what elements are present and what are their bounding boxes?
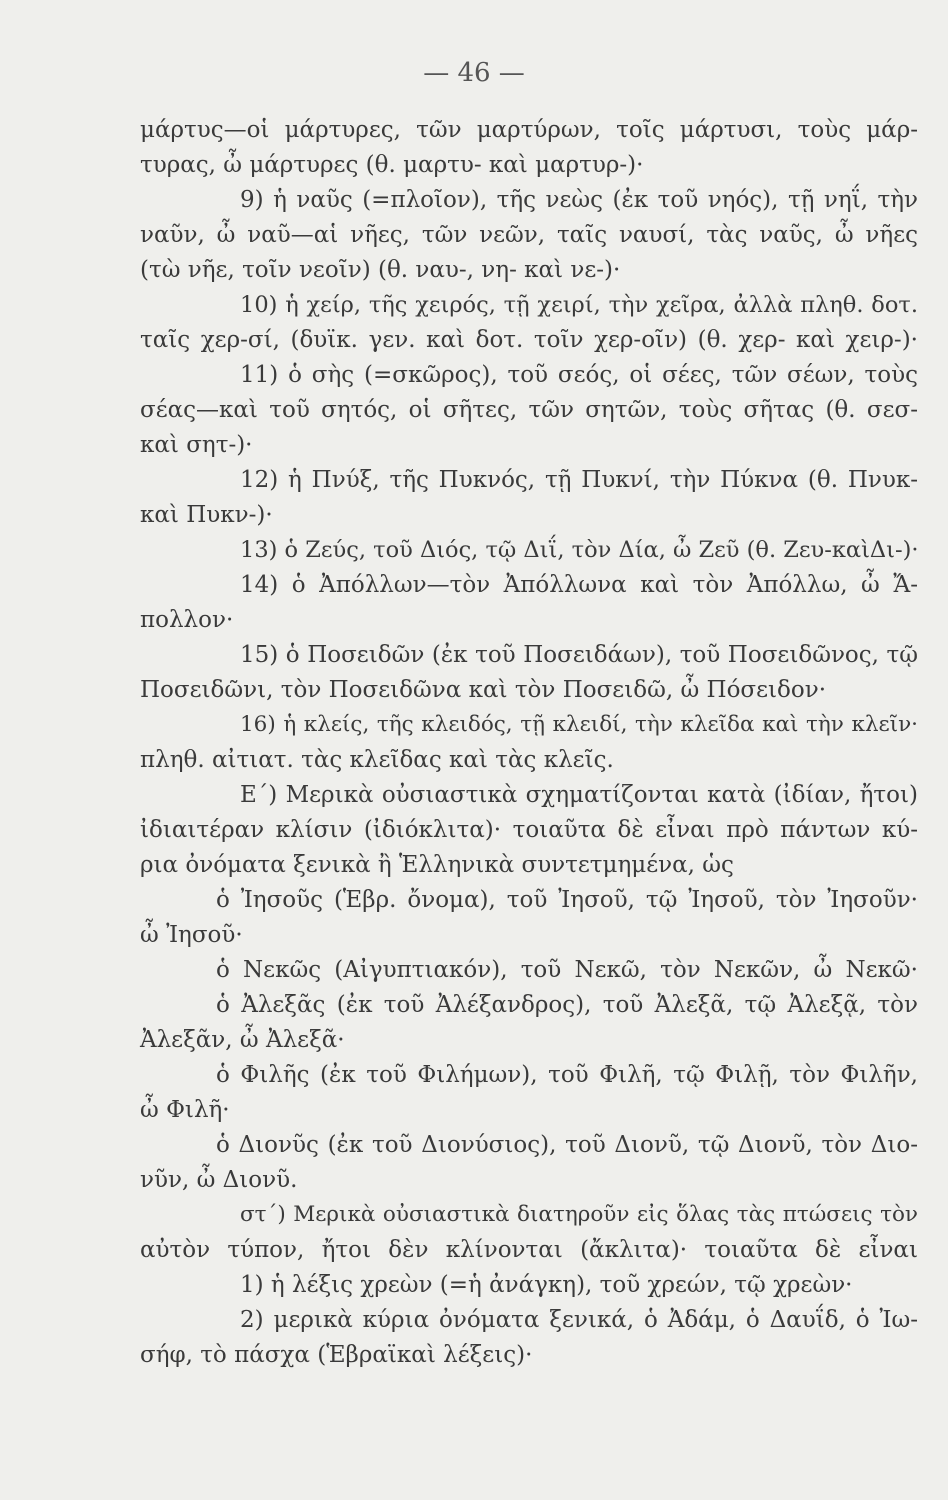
text-line: 9) ἡ ναῦς (=πλοῖον), τῆς νεὼς (ἐκ τοῦ νηός), τῇ νηΐ, τὴν (240, 187, 918, 213)
text-line: καὶ σητ-)· (140, 432, 253, 458)
text-line: 15) ὁ Ποσειδῶν (ἐκ τοῦ Ποσειδάων), τοῦ Ποσειδῶνος, τῷ (240, 642, 918, 668)
text-line: σήφ, τὸ πάσχα (Ἑβραϊκαὶ λέξεις)· (140, 1342, 533, 1368)
text-line: ὁ Νεκῶς (Αἰγυπτιακόν), τοῦ Νεκῶ, τὸν Νεκῶν, ὦ Νεκῶ· (216, 957, 918, 983)
text-line: Ἀλεξᾶν, ὦ Ἀλεξᾶ· (140, 1027, 345, 1053)
text-line: 16) ἡ κλείς, τῆς κλειδός, τῇ κλειδί, τὴν κλεῖδα καὶ τὴν κλεῖν· (240, 712, 918, 737)
text-line: πληθ. αἰτιατ. τὰς κλεῖδας καὶ τὰς κλεῖς. (140, 747, 614, 773)
text-line: ὁ Ἀλεξᾶς (ἐκ τοῦ Ἀλέξανδρος), τοῦ Ἀλεξᾶ, τῷ Ἀλεξᾷ, τὸν (216, 992, 918, 1018)
text-line: ὦ Ἰησοῦ· (140, 922, 243, 948)
text-line: καὶ Πυκν-)· (140, 502, 273, 528)
text-line: ταῖς χερ-σί, (δυϊκ. γεν. καὶ δοτ. τοῖν χερ-οῖν) (θ. χερ- καὶ χειρ-)· (140, 327, 918, 353)
text-line: νῦν, ὦ Διονῦ. (140, 1167, 298, 1193)
text-line: 13) ὁ Ζεύς, τοῦ Διός, τῷ Διΐ, τὸν Δία, ὦ Ζεῦ (θ. Ζευ-καὶΔι-)· (240, 537, 919, 563)
text-line: αὐτὸν τύπον, ἤτοι δὲν κλίνονται (ἄκλιτα)· τοιαῦτα δὲ εἶναι (140, 1237, 918, 1263)
text-line: πολλον· (140, 607, 234, 633)
text-line: σέας—καὶ τοῦ σητός, οἱ σῆτες, τῶν σητῶν, τοὺς σῆτας (θ. σεσ- (140, 397, 918, 423)
text-line: τυρας, ὦ μάρτυρες (θ. μαρτυ- καὶ μαρτυρ-)· (140, 152, 644, 178)
text-line: Ποσειδῶνι, τὸν Ποσειδῶνα καὶ τὸν Ποσειδῶ, ὦ Πόσειδον· (140, 677, 827, 703)
text-line: 10) ἡ χείρ, τῆς χειρός, τῇ χειρί, τὴν χεῖρα, ἀλλὰ πληθ. δοτ. (240, 292, 918, 318)
text-line: ὁ Διονῦς (ἐκ τοῦ Διονύσιος), τοῦ Διονῦ, τῷ Διονῦ, τὸν Διο- (216, 1132, 918, 1158)
text-line: μάρτυς—οἱ μάρτυρες, τῶν μαρτύρων, τοῖς μάρτυσι, τοὺς μάρ- (140, 117, 918, 143)
text-line: 2) μερικὰ κύρια ὀνόματα ξενικά, ὁ Ἀδάμ, ὁ Δαυΐδ, ὁ Ἰω- (240, 1307, 918, 1333)
text-line: 1) ἡ λέξις χρεὼν (=ἡ ἀνάγκη), τοῦ χρεών, τῷ χρεὼν· (240, 1272, 853, 1298)
text-line: στ΄) Μερικὰ οὐσιαστικὰ διατηροῦν εἰς ὅλας τὰς πτώσεις τὸν (240, 1202, 918, 1227)
text-line: ὁ Ἰησοῦς (Ἑβρ. ὄνομα), τοῦ Ἰησοῦ, τῷ Ἰησοῦ, τὸν Ἰησοῦν· (216, 887, 918, 913)
text-line: ὁ Φιλῆς (ἐκ τοῦ Φιλήμων), τοῦ Φιλῆ, τῷ Φιλῇ, τὸν Φιλῆν, (216, 1062, 918, 1088)
text-line: ρια ὀνόματα ξενικὰ ἢ Ἑλληνικὰ συντετμημένα, ὡς (140, 852, 734, 878)
text-line: ναῦν, ὦ ναῦ—αἱ νῆες, τῶν νεῶν, ταῖς ναυσί, τὰς ναῦς, ὦ νῆες (140, 222, 918, 248)
text-line: ἰδιαιτέραν κλίσιν (ἰδιόκλιτα)· τοιαῦτα δὲ εἶναι πρὸ πάντων κύ- (140, 817, 918, 843)
text-line: 11) ὁ σὴς (=σκῶρος), τοῦ σεός, οἱ σέες, τῶν σέων, τοὺς (240, 362, 918, 388)
text-line: ὦ Φιλῆ· (140, 1097, 230, 1123)
page-number: — 46 — (423, 58, 525, 88)
text-line: (τὼ νῆε, τοῖν νεοῖν) (θ. ναυ-, νη- καὶ νε-)· (140, 257, 621, 283)
text-line: Ε΄) Μερικὰ οὐσιαστικὰ σχηματίζονται κατὰ (ἰδίαν, ἤτοι) (240, 782, 918, 808)
text-line: 14) ὁ Ἀπόλλων—τὸν Ἀπόλλωνα καὶ τὸν Ἀπόλλω, ὦ Ἄ- (240, 572, 918, 598)
text-line: 12) ἡ Πνύξ, τῆς Πυκνός, τῇ Πυκνί, τὴν Πύκνα (θ. Πνυκ- (240, 467, 918, 493)
